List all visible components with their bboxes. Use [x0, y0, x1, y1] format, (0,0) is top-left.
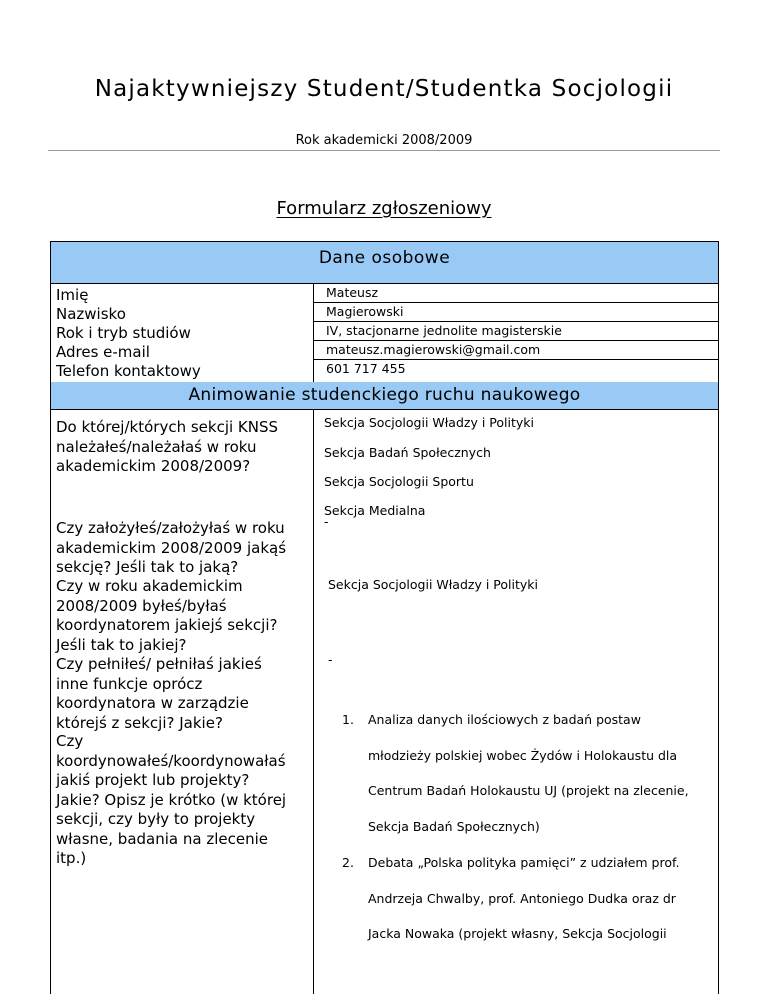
activity-section-header: Animowanie studenckiego ruchu naukowego — [51, 382, 718, 410]
study-year-label: Rok i tryb studiów — [56, 324, 191, 342]
document-title: Najaktywniejszy Student/Studentka Socjologii — [94, 76, 674, 102]
form-title: Formularz zgłoszeniowy — [276, 198, 492, 219]
activity-column-divider — [313, 410, 314, 994]
answer-founded-section: - — [324, 514, 329, 529]
row-divider — [313, 340, 718, 341]
header-divider — [48, 150, 720, 151]
personal-column-divider — [313, 284, 314, 382]
phone-label: Telefon kontaktowy — [56, 362, 201, 380]
last-name-label: Nazwisko — [56, 305, 126, 323]
question-projects: Czy koordynowałeś/koordynowałaś jakiś projekt lub projekty? Jakie? Opisz je krótko (w której sekcji, czy były to projekty własne, badania na zlecenie itp.) — [56, 732, 287, 867]
answer-section: Sekcja Socjologii Władzy i Polityki — [324, 415, 534, 430]
email-value: mateusz.magierowski@gmail.com — [326, 342, 541, 357]
academic-year-subtitle: Rok akademicki 2008/2009 — [295, 133, 473, 148]
first-name-label: Imię — [56, 286, 89, 304]
answer-section: Sekcja Badań Społecznych — [324, 445, 491, 460]
row-divider — [313, 302, 718, 303]
row-divider — [313, 359, 718, 360]
answer-coordinator: Sekcja Socjologii Władzy i Polityki — [328, 577, 538, 592]
list-item: 2. Debata „Polska polityka pamięci” z udziałem prof. Andrzeja Chwalby, prof. Antoniego Dudka oraz dr Jacka Nowaka (projekt własny, Sekcja Socjologii — [342, 855, 680, 941]
personal-data-header: Dane osobowe — [51, 242, 718, 284]
row-divider — [313, 321, 718, 322]
question-coordinator: Czy w roku akademickim 2008/2009 byłeś/byłaś koordynatorem jakiejś sekcji? Jeśli tak to jakiej? — [56, 577, 278, 654]
first-name-value: Mateusz — [326, 285, 379, 300]
question-sections-membership: Do której/których sekcji KNSS należałeś/należałaś w roku akademickim 2008/2009? — [56, 418, 279, 475]
answer-section: Sekcja Socjologii Sportu — [324, 474, 474, 489]
question-founded-section: Czy założyłeś/założyłaś w roku akademickim 2008/2009 jakąś sekcję? Jeśli tak to jaką? — [56, 519, 287, 576]
projects-list — [342, 705, 712, 949]
study-year-value: IV, stacjonarne jednolite magisterskie — [326, 323, 562, 338]
list-item: 1. Analiza danych ilościowych z badań postaw młodzieży polskiej wobec Żydów i Holokaustu dla Centrum Badań Holokaustu UJ (projekt na zlecenie, Sekcja Badań Społecznych) — [342, 712, 689, 834]
question-other-functions: Czy pełniłeś/ pełniłaś jakieś inne funkcje oprócz koordynatora w zarządzie którejś z sekcji? Jakie? — [56, 655, 262, 732]
last-name-value: Magierowski — [326, 304, 404, 319]
answer-other-functions: - — [328, 652, 333, 667]
email-label: Adres e-mail — [56, 343, 150, 361]
answer-section: Sekcja Medialna — [324, 503, 426, 518]
phone-value: 601 717 455 — [326, 361, 406, 376]
